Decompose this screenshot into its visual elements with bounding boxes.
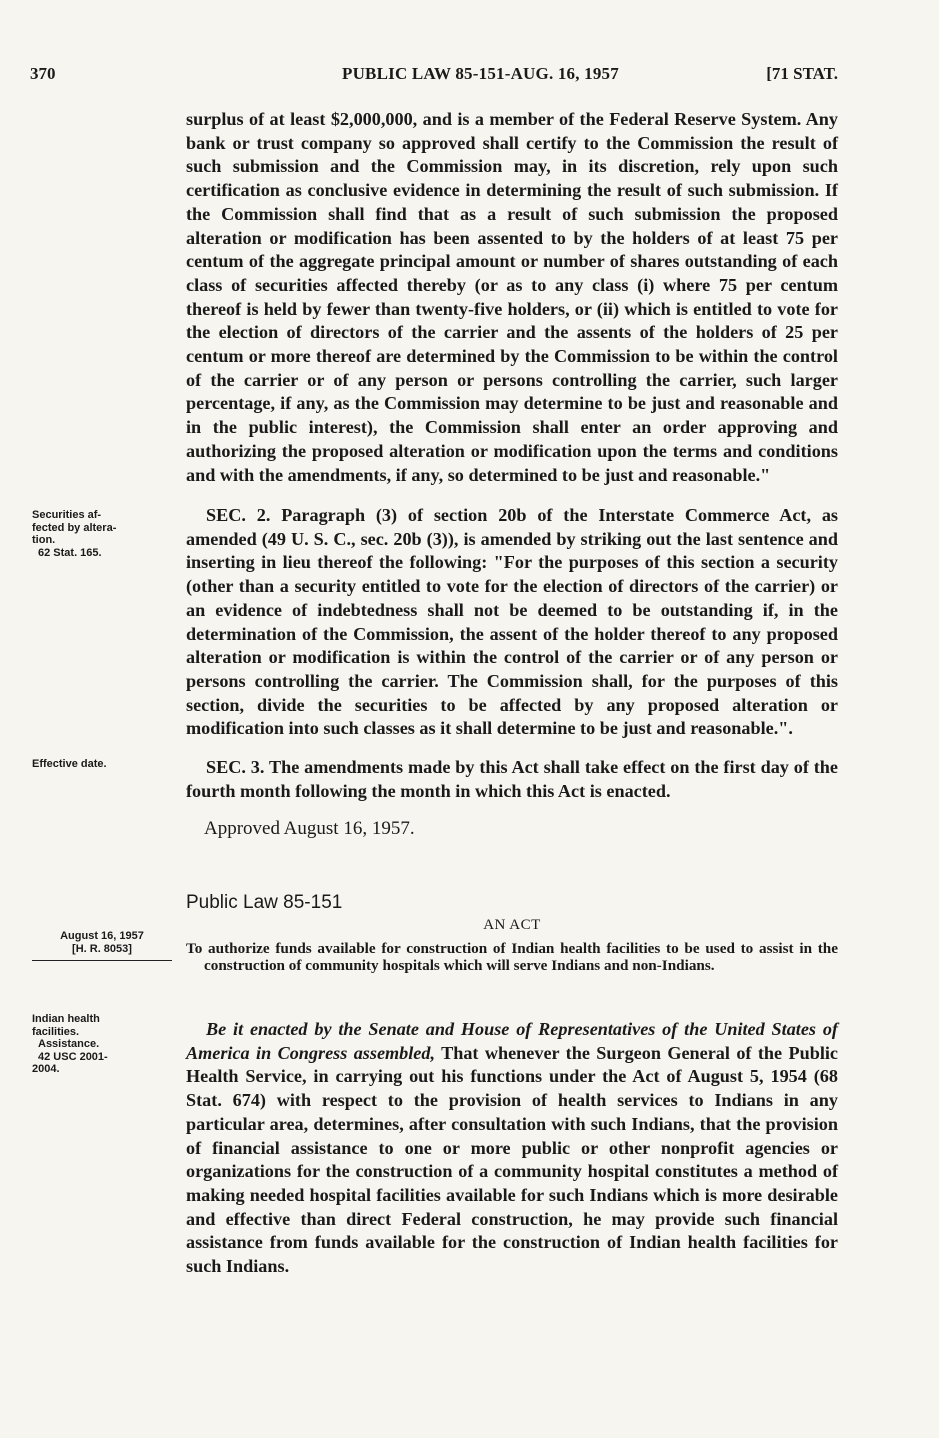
continuation-text: surplus of at least $2,000,000, and is a member of the Federal Reserve System. Any bank or trust company so approved shall certify to the Commission the result of such submission and the Commission may, in its discretion, rely upon such certification as conclusive evidence in determining the result of such submission. If the Commission shall find that as a result of such submission the proposed alteration or modification has been assented to by the holders of at least 75 per centum of the aggregate principal amount or number of shares outstanding of each class of securities affected thereby (or as to any class (i) where 75 per centum thereof is held by fewer than twenty-five holders, or (ii) which is entitled to vote for the election of directors of the carrier and the assents of the holders of 25 per centum or more thereof are determined by the Commission to be within the control of the carrier or of any person or persons controlling the carrier, such larger percentage, if any, as the Commission may determine to be just and reasonable and in the public interest), the Commission shall enter an order approving and authorizing the proposed alteration or modification upon the terms and conditions and with the amendments, if any, so determined to be just and reasonable." [186, 109, 838, 485]
section-3-text: The amendments made by this Act shall take effect on the first day of the fourth month following the month in which this Act is enacted. [186, 757, 838, 801]
section-2 [186, 504, 838, 741]
enacting-paragraph [186, 1018, 838, 1279]
margin-divider [32, 960, 172, 961]
enacting-body: That whenever the Surgeon General of the Public Health Service, in carrying out his functions under the Act of August 5, 1954 (68 Stat. 674) with respect to the provision of health services to Indians in any particular area, determines, after consultation with such Indians, that the provision of financial assistance to one or more public or other nonprofit agencies or organizations for the construction of a community hospital constitutes a method of making needed hospital facilities available for such Indians which is more desirable and effective than direct Federal construction, he may provide such financial assistance from funds available for the construction of Indian health facilities for such Indians. [186, 1042, 839, 1277]
section-3 [186, 756, 838, 803]
approved-line: Approved August 16, 1957. [204, 818, 415, 839]
margin-line: Indian health [32, 1013, 100, 1025]
act-purpose: To authorize funds available for construction of Indian health facilities to be used to assist in the construction of community hospitals which will serve Indians and non-Indians. [186, 940, 838, 974]
margin-note-indian-health [32, 1013, 172, 1076]
public-law-title: Public Law 85-151 [186, 892, 343, 913]
margin-line: 42 USC 2001- [38, 1050, 108, 1063]
margin-line: Securities af- [32, 509, 102, 521]
margin-line: fected by altera- [32, 521, 117, 534]
enacting-clause: Be it enacted by the Senate and House of Representatives of the United States of America in Congress assembled, [186, 1019, 838, 1063]
margin-line: [H. R. 8053] [72, 942, 132, 955]
section-2-label: SEC. 2. [206, 505, 271, 525]
margin-line: 2004. [32, 1063, 60, 1075]
margin-note-date-bill [32, 930, 172, 955]
margin-line: Assistance. [38, 1038, 100, 1050]
an-act-heading: AN ACT [483, 917, 541, 933]
margin-line: August 16, 1957 [60, 930, 144, 942]
continuation-paragraph [186, 108, 838, 487]
page-header [30, 64, 838, 90]
margin-note-effective [32, 758, 172, 771]
enacting-text [186, 1018, 838, 1279]
running-title: PUBLIC LAW 85-151-AUG. 16, 1957 [342, 64, 619, 83]
margin-line: Effective date. [32, 758, 107, 770]
stat-reference: [71 STAT. [766, 64, 838, 83]
page-number: 370 [30, 64, 56, 83]
section-3-paragraph [186, 756, 838, 803]
margin-note-securities [32, 509, 172, 559]
margin-line: tion. [32, 534, 56, 546]
section-2-text: Paragraph (3) of section 20b of the Interstate Commerce Act, as amended (49 U. S. C., sec. 20b (3)), is amended by striking out the last sentence and inserting in lieu thereof the following: "For the purposes of this section a security (other than a security entitled to vote for the election of directors of the carrier) or an evidence of indebtedness shall not be deemed to be outstanding if, in the determination of the Commission, the assent of the holder thereof to any proposed alteration or modification is within the control of the carrier or of any person or persons controlling the carrier. The Commission shall, for the purposes of this section, divide the securities to be affected by any proposed alteration or modification into such classes as it shall determine to be just and reasonable.". [186, 505, 838, 739]
section-3-label: SEC. 3. [206, 757, 265, 777]
margin-line: 62 Stat. 165. [38, 546, 102, 559]
margin-line: facilities. [32, 1025, 80, 1038]
section-2-paragraph [186, 504, 838, 741]
